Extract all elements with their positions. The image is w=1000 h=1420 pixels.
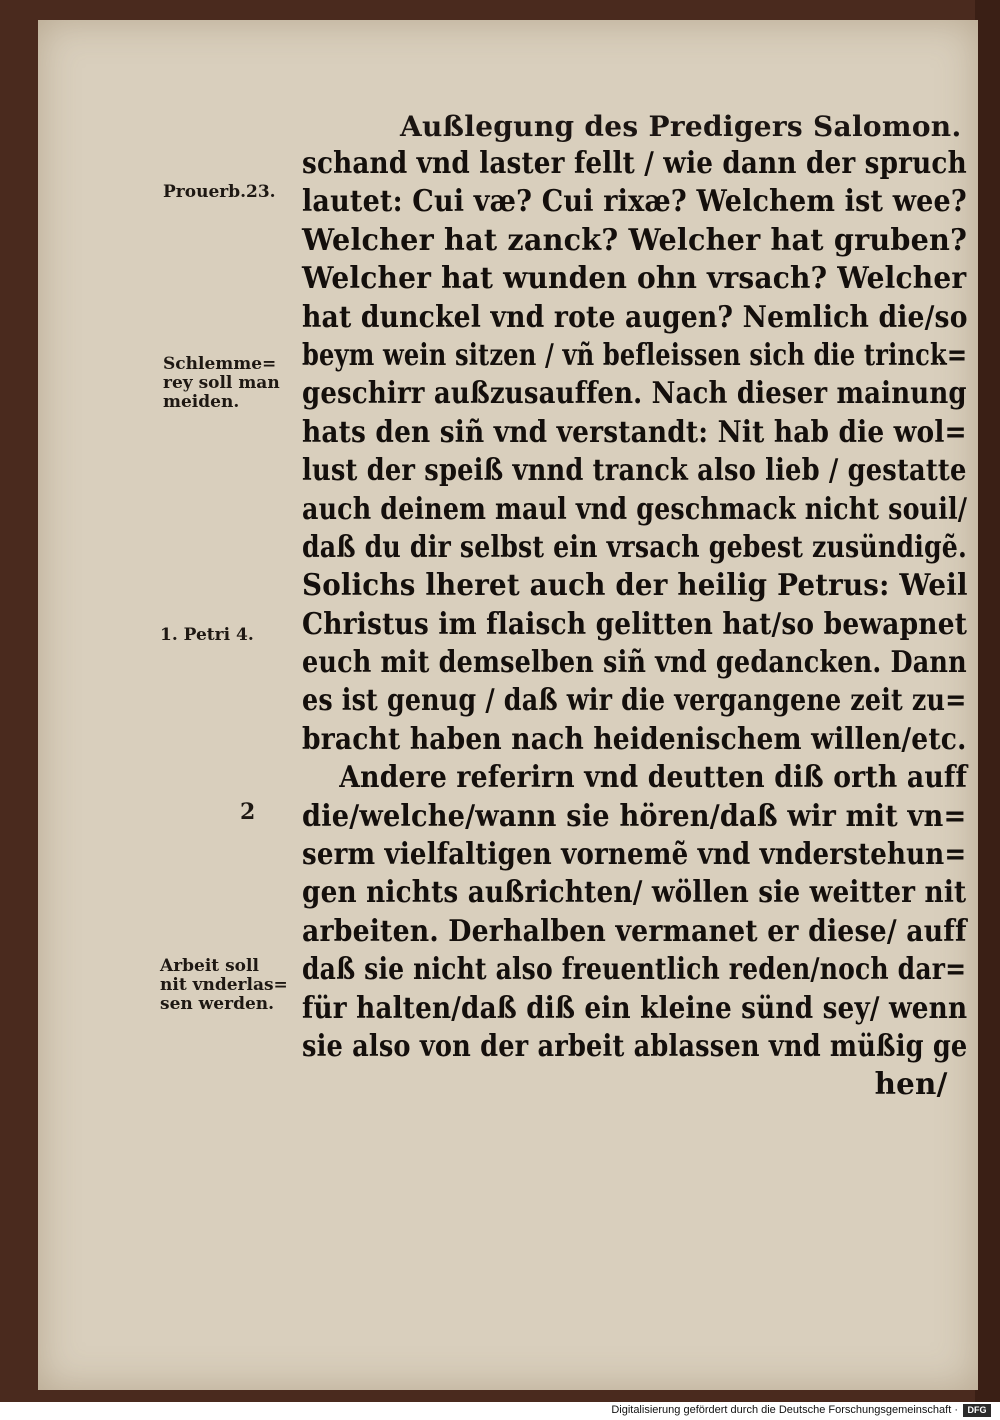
text-line: Solichs lheret auch der heilig Petrus: Weil xyxy=(302,568,968,604)
margin-note-petri: 1. Petri 4. xyxy=(160,625,254,645)
text-line: hat dunckel vnd rote augen? Nemlich die/so xyxy=(302,299,968,335)
text-line: daß sie nicht also freuentlich reden/noch dar= xyxy=(302,952,967,988)
text-line: Andere referirn vnd deutten diß orth auff xyxy=(339,760,968,796)
catchword: hen/ xyxy=(874,1067,948,1103)
text-line: Welcher hat wunden ohn vrsach? Welcher xyxy=(302,261,967,297)
margin-note-arbeit xyxy=(160,957,288,1014)
margin-note-line: meiden. xyxy=(163,392,240,412)
margin-note-line: nit vnderlas= xyxy=(160,975,288,995)
text-line: daß du dir selbst ein vrsach gebest zusündigẽ. xyxy=(302,529,967,565)
text-line: gen nichts außrichten/ wöllen sie weitter nit xyxy=(302,875,967,911)
text-line: sie also von der arbeit ablassen vnd müßig ge xyxy=(302,1028,968,1064)
margin-note-line: Arbeit soll xyxy=(160,956,259,976)
margin-note-line: Schlemme= xyxy=(163,354,277,374)
main-text xyxy=(302,145,982,1105)
text-line: schand vnd laster fellt / wie dann der spruch xyxy=(302,146,967,181)
text-line: hats den siñ vnd verstandt: Nit hab die wol= xyxy=(302,414,967,450)
text-line: euch mit demselben siñ vnd gedancken. Dann xyxy=(302,645,967,681)
margin-note-proverb: Prouerb.23. xyxy=(163,182,276,202)
text-line: Christus im flaisch gelitten hat/so bewapnet xyxy=(302,606,968,642)
text-line: arbeiten. Derhalben vermanet er diese/ auff xyxy=(302,913,967,949)
text-line: die/welche/wann sie hören/daß wir mit vn= xyxy=(302,798,967,834)
text-line: geschirr außzusauffen. Nach dieser mainung xyxy=(302,376,967,412)
text-line: auch deinem maul vnd geschmack nicht souil/ xyxy=(302,491,968,527)
margin-note-line: rey soll man xyxy=(163,373,280,393)
funding-notice: Digitalisierung gefördert durch die Deutsche Forschungsgemeinschaft · xyxy=(611,1404,958,1416)
text-line: serm vielfaltigen vornemẽ vnd vnderstehun= xyxy=(302,837,967,873)
text-line: lust der speiß vnnd tranck also lieb / gestatte xyxy=(302,453,967,489)
text-line: lautet: Cui væ? Cui rixæ? Welchem ist wee? xyxy=(302,184,967,220)
dfg-logo: DFG xyxy=(963,1404,991,1417)
text-line: es ist genug / daß wir die vergangene zeit zu= xyxy=(302,683,967,719)
section-number: 2 xyxy=(240,799,256,825)
margin-note-schlemmerei xyxy=(163,355,280,412)
text-line: beym wein sitzen / vñ befleissen sich die trinck= xyxy=(302,337,968,373)
running-header: Außlegung des Predigers Salomon. xyxy=(400,110,962,143)
text-line: bracht haben nach heidenischem willen/etc. xyxy=(302,721,967,757)
margin-note-line: sen werden. xyxy=(160,994,275,1014)
text-line: für halten/daß diß ein kleine sünd sey/ wenn xyxy=(302,990,968,1026)
text-line: Welcher hat zanck? Welcher hat gruben? xyxy=(302,222,968,258)
